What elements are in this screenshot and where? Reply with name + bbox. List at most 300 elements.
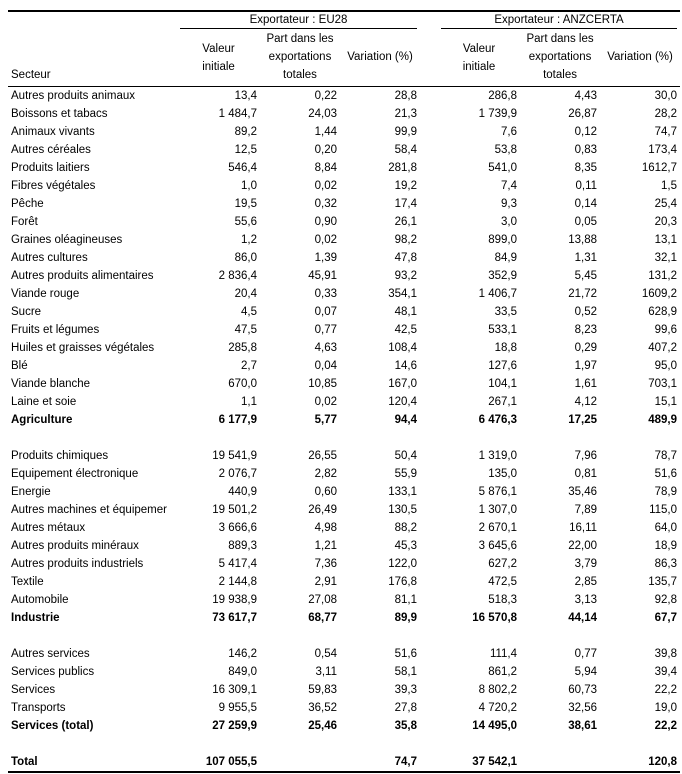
cell-variation-anz: 135,7 — [648, 576, 678, 588]
cell-variation-anz: 74,7 — [654, 126, 678, 138]
cell-valeur-eu: 146,2 — [228, 648, 257, 660]
cell-part-eu: 68,77 — [308, 612, 337, 624]
cell-variation-eu: 74,7 — [340, 753, 420, 772]
cell-part-anz: 4,43 — [574, 90, 598, 102]
group-header-eu28 — [177, 11, 420, 30]
cell-part-eu: 0,90 — [314, 216, 337, 228]
cell-part-anz: 4,12 — [574, 396, 598, 408]
cell-part-anz: 0,12 — [574, 126, 598, 138]
spacer-cell — [420, 123, 438, 141]
group-header-anzcerta-label: Exportateur : ANZCERTA — [441, 14, 677, 29]
cell-part-eu: 0,32 — [314, 198, 337, 210]
spacer-cell — [420, 339, 438, 357]
cell-variation-eu: 130,5 — [388, 504, 418, 516]
cell-valeur-anz: 541,0 — [488, 162, 518, 174]
spacer-cell — [420, 159, 438, 177]
cell-variation-anz: 78,7 — [654, 450, 678, 462]
cell-variation-anz: 1612,7 — [641, 162, 678, 174]
cell-valeur-eu: 889,3 — [228, 540, 257, 552]
cell-valeur-anz: 286,8 — [488, 90, 518, 102]
cell-valeur-anz: 104,1 — [488, 378, 518, 390]
cell-variation-anz: 32,1 — [654, 252, 678, 264]
cell-valeur-anz: 3 645,6 — [478, 540, 518, 552]
sector-label: Autres métaux — [11, 522, 86, 534]
cell-variation-anz: 95,0 — [654, 360, 678, 372]
cell-part-anz: 7,96 — [574, 450, 598, 462]
spacer-cell — [420, 609, 438, 627]
sector-label: Produits laitiers — [11, 162, 90, 174]
cell-valeur-eu: 12,5 — [234, 144, 257, 156]
spacer-cell — [420, 105, 438, 123]
cell-valeur-eu: 849,0 — [228, 666, 257, 678]
spacer-cell — [420, 357, 438, 375]
cell-part-anz: 0,05 — [574, 216, 598, 228]
cell-variation-eu: 89,9 — [394, 612, 418, 624]
cell-part-anz: 3,79 — [574, 558, 598, 570]
spacer-cell — [420, 519, 438, 537]
spacer-cell — [420, 681, 438, 699]
cell-variation-eu: 98,2 — [394, 234, 418, 246]
cell-variation-eu: 42,5 — [394, 324, 418, 336]
cell-valeur-eu: 440,9 — [228, 486, 257, 498]
cell-variation-anz: 28,2 — [654, 108, 678, 120]
column-header-valeur-eu: Valeur initiale — [177, 30, 260, 87]
cell-part-anz: 26,87 — [568, 108, 598, 120]
table-row — [8, 249, 680, 267]
cell-part-anz: 1,31 — [574, 252, 598, 264]
spacer-cell — [420, 753, 438, 772]
table-row — [8, 519, 680, 537]
cell-valeur-eu: 89,2 — [234, 126, 257, 138]
sector-label: Autres produits alimentaires — [11, 270, 154, 282]
cell-variation-anz: 19,0 — [654, 702, 678, 714]
cell-variation-eu: 47,8 — [394, 252, 418, 264]
spacer-cell — [420, 30, 438, 87]
column-header-variation-eu: Variation (%) — [340, 30, 420, 87]
cell-part-anz: 8,23 — [574, 324, 598, 336]
cell-valeur-eu: 55,6 — [234, 216, 257, 228]
cell-valeur-eu: 86,0 — [234, 252, 257, 264]
sector-label: Transports — [11, 702, 66, 714]
table-row — [8, 267, 680, 285]
cell-valeur-anz: 33,5 — [494, 306, 518, 318]
cell-variation-anz: 131,2 — [648, 270, 678, 282]
sector-label: Sucre — [11, 306, 42, 318]
export-table-container — [8, 10, 680, 773]
cell-valeur-anz: 5 876,1 — [478, 486, 518, 498]
cell-part-anz: 0,52 — [574, 306, 598, 318]
cell-variation-eu: 99,9 — [394, 126, 418, 138]
cell-part-anz: 38,61 — [568, 720, 598, 732]
group-header-anzcerta — [438, 11, 680, 30]
sector-label: Autres machines et équipemer — [11, 504, 167, 516]
cell-valeur-anz: 135,0 — [488, 468, 518, 480]
sector-label: Autres services — [11, 648, 90, 660]
cell-part-eu: 0,20 — [314, 144, 337, 156]
spacer-cell — [420, 213, 438, 231]
cell-valeur-eu: 2 836,4 — [218, 270, 257, 282]
cell-valeur-eu: 107 055,5 — [177, 753, 260, 772]
sector-label: Autres produits minéraux — [11, 540, 139, 552]
cell-valeur-eu: 9 955,5 — [218, 702, 257, 714]
cell-variation-eu: 51,6 — [394, 648, 418, 660]
cell-part-anz: 8,35 — [574, 162, 598, 174]
spacer-cell — [420, 573, 438, 591]
cell-valeur-anz: 6 476,3 — [478, 414, 518, 426]
empty-cell — [8, 11, 177, 30]
spacer-cell — [420, 267, 438, 285]
cell-variation-anz: 1609,2 — [641, 288, 678, 300]
cell-variation-anz: 22,2 — [654, 684, 678, 696]
spacer-cell — [420, 87, 438, 106]
cell-part-anz: 0,14 — [574, 198, 598, 210]
cell-part-anz: 0,77 — [574, 648, 598, 660]
cell-valeur-anz: 1 406,7 — [478, 288, 518, 300]
cell-valeur-anz: 518,3 — [488, 594, 518, 606]
cell-valeur-eu: 2 144,8 — [218, 576, 257, 588]
cell-valeur-eu: 73 617,7 — [212, 612, 257, 624]
cell-variation-anz: 407,2 — [648, 342, 678, 354]
spacer-cell — [420, 321, 438, 339]
cell-part-eu: 4,63 — [314, 342, 337, 354]
sector-label: Autres céréales — [11, 144, 91, 156]
sector-label: Laine et soie — [11, 396, 77, 408]
sector-label: Fruits et légumes — [11, 324, 100, 336]
sector-label: Boissons et tabacs — [11, 108, 108, 120]
cell-variation-eu: 58,4 — [394, 144, 418, 156]
cell-part-anz: 44,14 — [568, 612, 598, 624]
cell-valeur-anz: 37 542,1 — [438, 753, 520, 772]
cell-part-eu: 26,49 — [308, 504, 337, 516]
table-row — [8, 573, 680, 591]
table-row — [8, 447, 680, 465]
table-row — [8, 501, 680, 519]
cell-valeur-eu: 285,8 — [228, 342, 257, 354]
cell-part-eu — [260, 753, 340, 772]
cell-variation-eu: 50,4 — [394, 450, 418, 462]
cell-variation-eu: 14,6 — [394, 360, 418, 372]
cell-valeur-anz: 1 319,0 — [478, 450, 518, 462]
table-row — [8, 393, 680, 411]
cell-variation-anz: 1,5 — [661, 180, 678, 192]
cell-valeur-eu: 4,5 — [241, 306, 257, 318]
cell-part-eu: 0,77 — [314, 324, 337, 336]
sector-label: Viande blanche — [11, 378, 91, 390]
cell-part-eu: 0,54 — [314, 648, 337, 660]
sector-label: Autres produits industriels — [11, 558, 144, 570]
cell-part-anz: 5,94 — [574, 666, 598, 678]
cell-part-anz: 16,11 — [569, 522, 598, 534]
sector-label: Automobile — [11, 594, 69, 606]
cell-variation-anz: 628,9 — [648, 306, 678, 318]
cell-valeur-anz: 627,2 — [488, 558, 518, 570]
cell-valeur-eu: 6 177,9 — [218, 414, 257, 426]
cell-variation-eu: 48,1 — [394, 306, 418, 318]
cell-valeur-anz: 84,9 — [494, 252, 518, 264]
spacer-cell — [420, 141, 438, 159]
cell-variation-eu: 21,3 — [394, 108, 418, 120]
spacer-cell — [420, 375, 438, 393]
cell-part-anz: 32,56 — [568, 702, 598, 714]
cell-part-eu: 25,46 — [308, 720, 337, 732]
cell-valeur-anz: 18,8 — [494, 342, 518, 354]
sector-label: Agriculture — [11, 414, 73, 426]
cell-part-anz: 0,81 — [574, 468, 598, 480]
cell-variation-eu: 45,3 — [394, 540, 418, 552]
cell-part-anz: 21,72 — [568, 288, 598, 300]
cell-variation-anz: 67,7 — [654, 612, 678, 624]
cell-variation-anz: 30,0 — [654, 90, 678, 102]
cell-variation-eu: 81,1 — [394, 594, 418, 606]
cell-valeur-anz: 533,1 — [488, 324, 518, 336]
cell-part-anz: 5,45 — [574, 270, 598, 282]
cell-valeur-anz: 1 307,0 — [478, 504, 518, 516]
cell-part-eu: 4,98 — [314, 522, 337, 534]
table-row — [8, 591, 680, 609]
cell-valeur-eu: 19 938,9 — [212, 594, 257, 606]
cell-part-eu: 45,91 — [308, 270, 337, 282]
cell-variation-anz: 92,8 — [654, 594, 678, 606]
subtotal-row — [8, 753, 680, 772]
sector-label: Autres produits animaux — [11, 90, 136, 102]
cell-valeur-eu: 2,7 — [241, 360, 257, 372]
cell-valeur-anz: 7,6 — [501, 126, 518, 138]
cell-variation-eu: 19,2 — [394, 180, 418, 192]
cell-variation-anz: 86,3 — [654, 558, 678, 570]
cell-variation-eu: 281,8 — [388, 162, 418, 174]
cell-valeur-anz: 472,5 — [488, 576, 518, 588]
spacer-cell — [420, 249, 438, 267]
cell-valeur-eu: 19,5 — [234, 198, 257, 210]
sector-label: Industrie — [11, 612, 60, 624]
cell-part-eu: 26,55 — [308, 450, 337, 462]
blank-cell — [8, 429, 680, 447]
blank-row — [8, 429, 680, 447]
sector-label: Pêche — [11, 198, 44, 210]
cell-variation-eu: 55,9 — [394, 468, 418, 480]
export-table — [8, 10, 680, 773]
cell-part-eu: 0,60 — [314, 486, 337, 498]
cell-valeur-anz: 53,8 — [494, 144, 518, 156]
cell-part-eu: 0,07 — [314, 306, 337, 318]
cell-variation-eu: 35,8 — [394, 720, 418, 732]
table-row — [8, 357, 680, 375]
column-header-secteur: Secteur — [8, 30, 177, 87]
cell-part-anz: 0,29 — [574, 342, 598, 354]
column-header-part-eu: Part dans les exportations totales — [260, 30, 340, 87]
cell-valeur-eu: 47,5 — [234, 324, 257, 336]
cell-variation-anz: 51,6 — [654, 468, 678, 480]
sector-label: Autres cultures — [11, 252, 88, 264]
cell-part-eu: 0,33 — [314, 288, 337, 300]
sector-label: Huiles et graisses végétales — [11, 342, 155, 354]
table-row — [8, 141, 680, 159]
cell-part-eu: 0,22 — [314, 90, 337, 102]
spacer-cell — [420, 717, 438, 735]
group-header-eu28-label: Exportateur : EU28 — [180, 14, 417, 29]
cell-variation-eu: 58,1 — [394, 666, 418, 678]
cell-variation-anz: 20,3 — [654, 216, 678, 228]
cell-valeur-anz: 127,6 — [488, 360, 518, 372]
cell-part-eu: 36,52 — [308, 702, 337, 714]
cell-valeur-eu: 546,4 — [228, 162, 257, 174]
spacer-cell — [420, 645, 438, 663]
cell-part-eu: 1,44 — [314, 126, 337, 138]
table-row — [8, 303, 680, 321]
cell-variation-eu: 26,1 — [394, 216, 418, 228]
cell-variation-anz: 39,8 — [654, 648, 678, 660]
cell-part-anz: 35,46 — [568, 486, 598, 498]
spacer-cell — [420, 663, 438, 681]
cell-variation-eu: 39,3 — [394, 684, 418, 696]
table-row — [8, 321, 680, 339]
cell-part-anz: 22,00 — [568, 540, 598, 552]
spacer-cell — [420, 591, 438, 609]
cell-valeur-anz: 111,4 — [489, 648, 518, 660]
blank-row — [8, 735, 680, 753]
table-row — [8, 159, 680, 177]
sector-label: Blé — [11, 360, 28, 372]
column-header-variation-anz: Variation (%) — [600, 30, 680, 87]
spacer-cell — [420, 537, 438, 555]
column-header-valeur-anz: Valeur initiale — [438, 30, 520, 87]
table-row — [8, 339, 680, 357]
cell-valeur-eu: 27 259,9 — [212, 720, 257, 732]
spacer-cell — [420, 11, 438, 30]
sector-label: Viande rouge — [11, 288, 80, 300]
cell-valeur-eu: 1,1 — [241, 396, 257, 408]
cell-valeur-anz: 4 720,2 — [478, 702, 518, 714]
sector-label: Services publics — [11, 666, 95, 678]
cell-variation-anz: 120,8 — [600, 753, 680, 772]
table-row — [8, 105, 680, 123]
cell-variation-eu: 133,1 — [388, 486, 418, 498]
table-row — [8, 555, 680, 573]
cell-part-eu: 59,83 — [308, 684, 337, 696]
spacer-cell — [420, 393, 438, 411]
cell-variation-anz: 703,1 — [648, 378, 678, 390]
cell-variation-eu: 94,4 — [394, 414, 418, 426]
cell-valeur-eu: 13,4 — [234, 90, 257, 102]
cell-part-eu: 1,21 — [314, 540, 337, 552]
cell-part-eu: 10,85 — [308, 378, 337, 390]
cell-part-eu: 1,39 — [314, 252, 337, 264]
spacer-cell — [420, 483, 438, 501]
spacer-cell — [420, 501, 438, 519]
cell-variation-eu: 167,0 — [388, 378, 418, 390]
cell-part-anz: 17,25 — [568, 414, 598, 426]
cell-part-eu: 0,02 — [314, 234, 337, 246]
cell-valeur-anz: 14 495,0 — [472, 720, 518, 732]
cell-variation-anz: 173,4 — [648, 144, 678, 156]
cell-part-eu: 0,02 — [314, 396, 337, 408]
cell-variation-anz: 99,6 — [654, 324, 678, 336]
cell-part-eu: 0,02 — [314, 180, 337, 192]
cell-part-eu: 0,04 — [314, 360, 337, 372]
sector-label: Textile — [11, 576, 44, 588]
cell-valeur-anz: 16 570,8 — [472, 612, 518, 624]
subtotal-row — [8, 609, 680, 627]
cell-part-anz: 60,73 — [568, 684, 598, 696]
sector-label: Fibres végétales — [11, 180, 96, 192]
cell-part-anz: 1,61 — [574, 378, 598, 390]
table-row — [8, 285, 680, 303]
cell-part-eu: 3,11 — [315, 666, 337, 678]
table-row — [8, 465, 680, 483]
cell-variation-eu: 176,8 — [388, 576, 418, 588]
sector-label: Graines oléagineuses — [11, 234, 123, 246]
spacer-cell — [420, 447, 438, 465]
table-row — [8, 213, 680, 231]
table-row — [8, 177, 680, 195]
column-header-part-anz: Part dans les exportations totales — [520, 30, 600, 87]
cell-variation-anz: 78,9 — [654, 486, 678, 498]
cell-valeur-eu: 1,0 — [241, 180, 257, 192]
table-row — [8, 195, 680, 213]
spacer-cell — [420, 699, 438, 717]
spacer-cell — [420, 555, 438, 573]
table-row — [8, 681, 680, 699]
cell-valeur-eu: 1 484,7 — [218, 108, 257, 120]
cell-part-anz: 7,89 — [574, 504, 598, 516]
cell-part-anz: 0,11 — [575, 180, 598, 192]
cell-valeur-anz: 899,0 — [488, 234, 518, 246]
cell-variation-eu: 88,2 — [394, 522, 418, 534]
cell-valeur-anz: 1 739,9 — [478, 108, 518, 120]
cell-part-eu: 2,82 — [314, 468, 337, 480]
cell-part-eu: 2,91 — [314, 576, 337, 588]
spacer-cell — [420, 195, 438, 213]
cell-valeur-eu: 1,2 — [241, 234, 257, 246]
sector-label: Forêt — [11, 216, 38, 228]
cell-variation-eu: 28,8 — [394, 90, 418, 102]
table-row — [8, 231, 680, 249]
cell-valeur-anz: 8 802,2 — [478, 684, 518, 696]
cell-part-eu: 7,36 — [314, 558, 337, 570]
cell-valeur-anz: 2 670,1 — [478, 522, 518, 534]
sector-label: Total — [8, 753, 177, 772]
cell-valeur-eu: 3 666,6 — [218, 522, 257, 534]
cell-variation-anz: 18,9 — [654, 540, 678, 552]
cell-valeur-anz: 7,4 — [501, 180, 518, 192]
table-row — [8, 87, 680, 106]
table-row — [8, 123, 680, 141]
cell-part-anz — [520, 753, 600, 772]
cell-variation-anz: 13,1 — [654, 234, 678, 246]
cell-valeur-anz: 267,1 — [488, 396, 518, 408]
cell-part-anz: 1,97 — [574, 360, 598, 372]
spacer-cell — [420, 231, 438, 249]
cell-variation-anz: 39,4 — [654, 666, 678, 678]
table-row — [8, 645, 680, 663]
table-row — [8, 699, 680, 717]
cell-variation-eu: 93,2 — [394, 270, 418, 282]
blank-cell — [8, 735, 680, 753]
spacer-cell — [420, 465, 438, 483]
cell-part-eu: 24,03 — [308, 108, 337, 120]
spacer-cell — [420, 177, 438, 195]
blank-row — [8, 627, 680, 645]
cell-valeur-eu: 16 309,1 — [212, 684, 257, 696]
table-row — [8, 375, 680, 393]
spacer-cell — [420, 285, 438, 303]
spacer-cell — [420, 303, 438, 321]
sector-label: Equipement électronique — [11, 468, 139, 480]
cell-valeur-anz: 9,3 — [501, 198, 518, 210]
sector-label: Services — [11, 684, 56, 696]
sector-label: Services (total) — [11, 720, 94, 732]
cell-variation-anz: 22,2 — [654, 720, 678, 732]
